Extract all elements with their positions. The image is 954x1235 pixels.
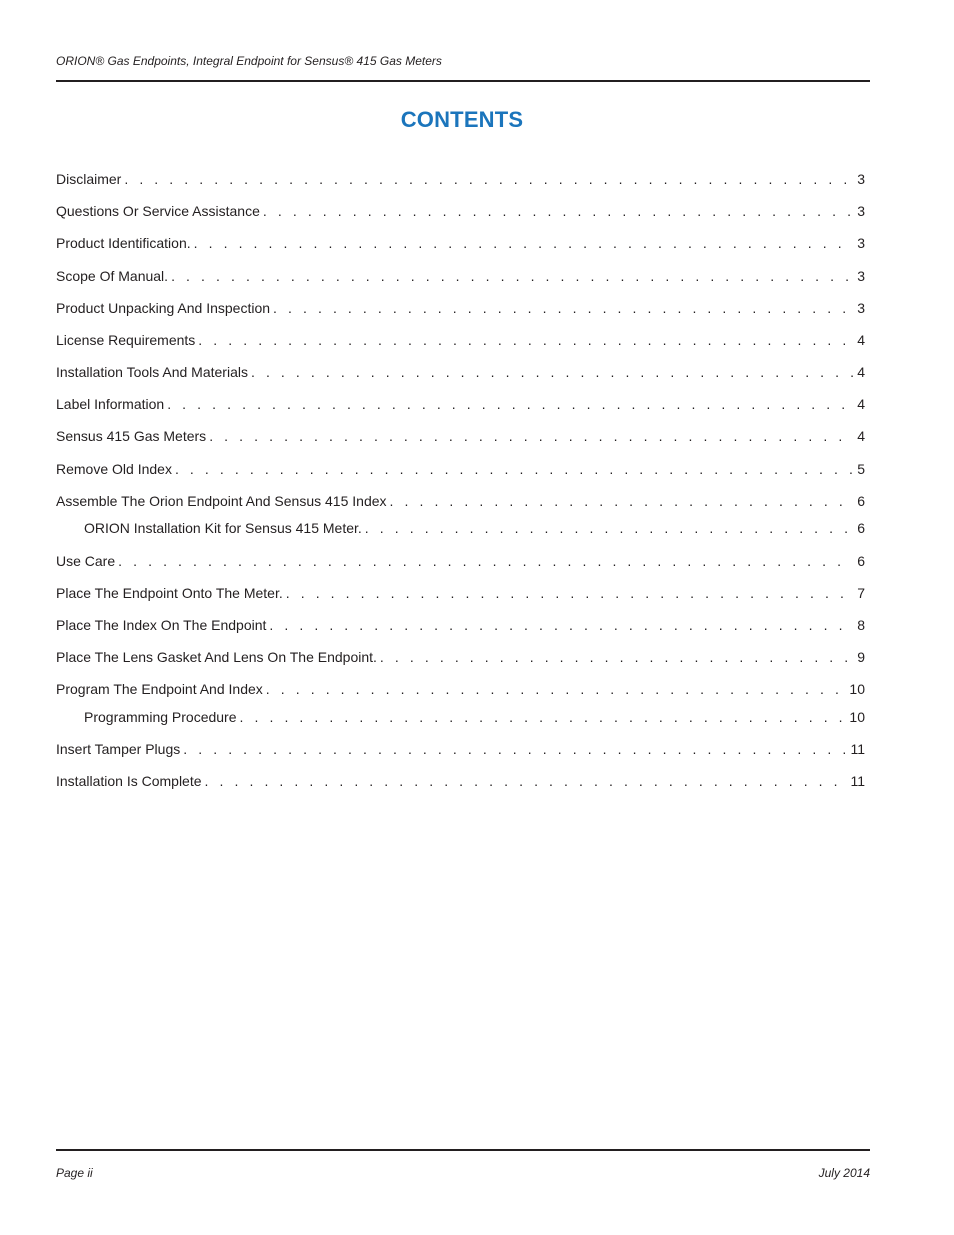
dot-leader [240,709,846,725]
toc-entry-label: Installation Tools And Materials [56,364,248,380]
toc-entry-label: Place The Index On The Endpoint [56,617,267,633]
toc-entry-use-care[interactable] [56,553,865,571]
toc-page-number: 3 [857,171,865,187]
toc-page-number: 3 [857,300,865,316]
toc-entry-sensus-415[interactable] [56,428,865,446]
page-title: CONTENTS [400,107,524,132]
toc-entry-label: Sensus 415 Gas Meters [56,428,207,444]
toc-entry-program-endpoint[interactable] [56,681,865,699]
toc-entry-remove-old-index[interactable] [56,461,865,479]
toc-page-number: 7 [857,585,865,601]
toc-entry-label: Use Care [56,553,116,569]
header-rule [56,80,870,82]
toc-entry-label: Place The Lens Gasket And Lens On The Endpoint. [56,649,377,665]
toc-entry-label: Product Unpacking And Inspection [56,300,271,316]
footer-rule [56,1149,870,1151]
toc-entry-label: Product Identification. [56,235,191,251]
footer-page-label: Page ii [56,1166,93,1180]
dot-leader [380,649,853,665]
toc-entry-label: Programming Procedure [84,709,237,725]
toc-entry-label: Assemble The Orion Endpoint And Sensus 415 Index [56,493,387,509]
toc-page-number: 11 [850,741,865,757]
toc-entry-place-index[interactable] [56,617,865,635]
toc-page-number: 4 [857,396,865,412]
toc-page-number: 3 [857,235,865,251]
toc-entry-label: Insert Tamper Plugs [56,741,181,757]
running-header: ORION® Gas Endpoints, Integral Endpoint for Sensus® 415 Gas Meters [56,54,442,68]
toc-page-number: 8 [857,617,865,633]
dot-leader [183,741,846,757]
toc-entry-label: Disclaimer [56,171,122,187]
toc-entry-lens-gasket[interactable] [56,649,865,667]
dot-leader [124,171,853,187]
dot-leader [269,617,853,633]
toc-entry-place-endpoint[interactable] [56,585,865,603]
dot-leader [273,300,853,316]
toc-subentry-installation-kit[interactable] [84,520,865,538]
toc-entry-label: ORION Installation Kit for Sensus 415 Meter. [84,520,362,536]
toc-entry-label: Program The Endpoint And Index [56,681,263,697]
toc-entry-disclaimer[interactable] [56,171,865,189]
dot-leader [390,493,853,509]
toc-entry-tamper-plugs[interactable] [56,741,865,759]
toc-page-number: 3 [857,268,865,284]
dot-leader [118,553,853,569]
toc-page-number: 4 [857,364,865,380]
toc-entry-license[interactable] [56,332,865,350]
toc-page-number: 3 [857,203,865,219]
toc-entry-scope[interactable] [56,268,865,286]
footer-date: July 2014 [818,1166,870,1180]
toc-entry-label: Place The Endpoint Onto The Meter. [56,585,283,601]
toc-entry-installation-complete[interactable] [56,773,865,791]
toc-entry-label: Scope Of Manual. [56,268,169,284]
toc-subentry-programming-procedure[interactable] [84,709,865,727]
toc-entry-label: Installation Is Complete [56,773,202,789]
toc-page-number: 4 [857,332,865,348]
toc-entry-product-identification[interactable] [56,235,865,253]
toc-entry-assemble[interactable] [56,493,865,511]
dot-leader [365,520,853,536]
toc-page-number: 9 [857,649,865,665]
toc-entry-label-information[interactable] [56,396,865,414]
toc-entry-label: Remove Old Index [56,461,172,477]
dot-leader [251,364,853,380]
dot-leader [266,681,846,697]
toc-page-number: 6 [857,553,865,569]
toc-page-number: 10 [849,709,865,725]
dot-leader [205,773,847,789]
toc-page-number: 6 [857,493,865,509]
toc-entry-label: Label Information [56,396,165,412]
dot-leader [209,428,853,444]
dot-leader [263,203,853,219]
dot-leader [175,461,853,477]
dot-leader [194,235,853,251]
toc-entry-unpacking[interactable] [56,300,865,318]
toc-page-number: 4 [857,428,865,444]
dot-leader [167,396,853,412]
toc-page-number: 10 [849,681,865,697]
dot-leader [171,268,853,284]
dot-leader [198,332,853,348]
toc-page-number: 6 [857,520,865,536]
toc-entry-tools[interactable] [56,364,865,382]
toc-page-number: 5 [857,461,865,477]
dot-leader [286,585,853,601]
toc-entry-label: Questions Or Service Assistance [56,203,260,219]
toc-entry-questions[interactable] [56,203,865,221]
toc-page-number: 11 [850,773,865,789]
toc-entry-label: License Requirements [56,332,196,348]
